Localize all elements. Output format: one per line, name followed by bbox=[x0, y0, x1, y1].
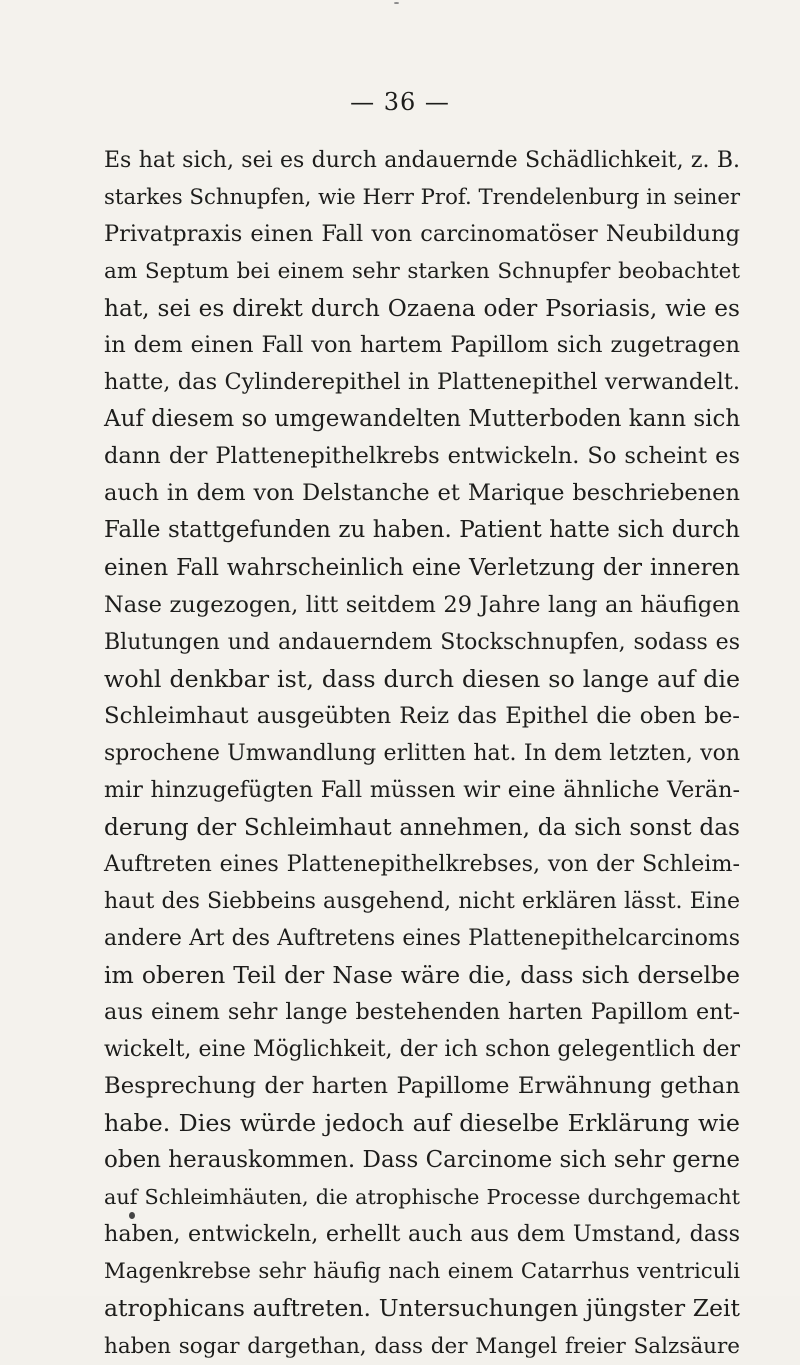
ink-speck bbox=[394, 2, 399, 4]
text-line: Besprechung der harten Papillome Erwähnung gethan bbox=[104, 1073, 740, 1100]
text-line: haben, entwickeln, erhellt auch aus dem Umstand, dass bbox=[104, 1221, 740, 1248]
text-line: auch in dem von Delstanche et Marique beschriebenen bbox=[104, 480, 740, 507]
text-line: haben sogar dargethan, dass der Mangel freier Salzsäure bbox=[104, 1333, 740, 1359]
text-line: atrophicans auftreten. Untersuchungen jüngster Zeit bbox=[104, 1294, 740, 1323]
ink-speck bbox=[129, 1212, 135, 1219]
text-line: in dem einen Fall von hartem Papillom sich zugetragen bbox=[104, 332, 740, 359]
text-line: wohl denkbar ist, dass durch diesen so lange auf die bbox=[104, 664, 740, 693]
text-line: Schleimhaut ausgeübten Reiz das Epithel die oben be- bbox=[104, 702, 740, 729]
text-line: mir hinzugefügten Fall müssen wir eine ähnliche Verän- bbox=[104, 776, 740, 803]
text-line: habe. Dies würde jedoch auf dieselbe Erklärung wie bbox=[104, 1109, 740, 1138]
text-line: Magenkrebse sehr häufig nach einem Catarrhus ventriculi bbox=[104, 1259, 740, 1285]
text-line: Auftreten eines Plattenepithelkrebses, von der Schleim- bbox=[104, 850, 740, 877]
text-line: aus einem sehr lange bestehenden harten Papillom ent- bbox=[104, 999, 740, 1026]
text-line: andere Art des Auftretens eines Plattenepithelcarcinoms bbox=[104, 925, 740, 951]
text-line: Privatpraxis einen Fall von carcinomatöser Neubildung bbox=[104, 221, 740, 248]
text-line: hat, sei es direkt durch Ozaena oder Psoriasis, wie es bbox=[104, 295, 740, 323]
text-line: Nase zugezogen, litt seitdem 29 Jahre lang an häufigen bbox=[104, 591, 740, 618]
text-line: sprochene Umwandlung erlitten hat. In dem letzten, von bbox=[104, 740, 740, 766]
text-line: hatte, das Cylinderepithel in Plattenepithel verwandelt. bbox=[104, 369, 740, 396]
text-line: im oberen Teil der Nase wäre die, dass sich derselbe bbox=[104, 961, 740, 990]
text-line: Falle stattgefunden zu haben. Patient hatte sich durch bbox=[104, 517, 740, 544]
text-line: dann der Plattenepithelkrebs entwickeln. So scheint es bbox=[104, 443, 740, 470]
text-line: am Septum bei einem sehr starken Schnupfer beobachtet bbox=[104, 259, 740, 285]
text-line: auf Schleimhäuten, die atrophische Processe durchgemacht bbox=[104, 1185, 740, 1210]
text-line: Es hat sich, sei es durch andauernde Schädlichkeit, z. B. bbox=[104, 148, 740, 173]
text-line: Blutungen und andauerndem Stockschnupfen, sodass es bbox=[104, 629, 740, 655]
body-text bbox=[104, 142, 740, 1365]
text-line: oben herauskommen. Dass Carcinome sich sehr gerne bbox=[104, 1147, 740, 1174]
text-line: starkes Schnupfen, wie Herr Prof. Trendelenburg in seiner bbox=[104, 185, 741, 211]
text-line: haut des Siebbeins ausgehend, nicht erklären lässt. Eine bbox=[104, 888, 740, 914]
text-line: einen Fall wahrscheinlich eine Verletzung der inneren bbox=[104, 554, 740, 581]
page-number: — 36 — bbox=[350, 88, 450, 116]
text-line: wickelt, eine Möglichkeit, der ich schon gelegentlich der bbox=[104, 1037, 740, 1063]
text-line: Auf diesem so umgewandelten Mutterboden kann sich bbox=[104, 406, 741, 433]
text-line: derung der Schleimhaut annehmen, da sich sonst das bbox=[104, 813, 740, 841]
